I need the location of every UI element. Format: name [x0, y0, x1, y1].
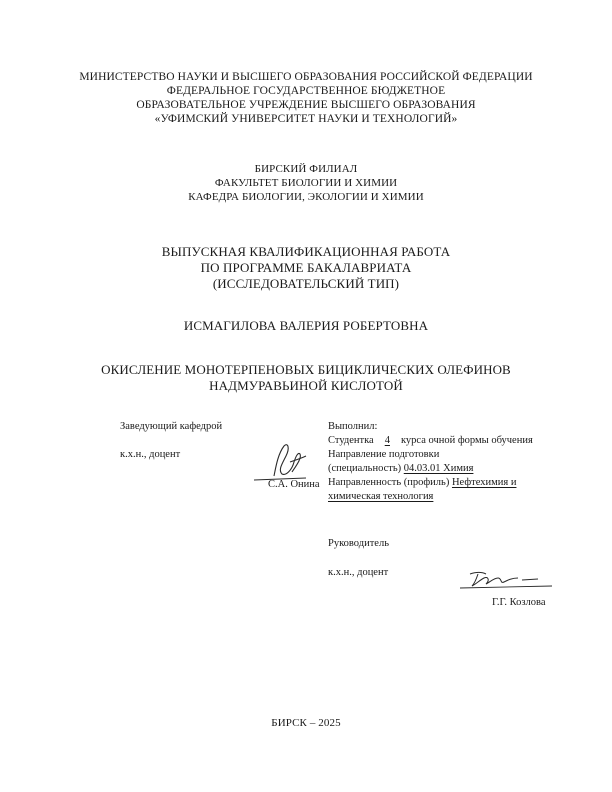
thesis-title-line-2: НАДМУРАВЬИНОЙ КИСЛОТОЙ [209, 378, 403, 393]
work-type-block [0, 244, 612, 292]
specialty-prefix: (специальность) [328, 463, 402, 474]
course-suffix: курса очной формы обучения [400, 435, 533, 446]
head-of-department-degree: к.х.н., доцент [120, 449, 181, 460]
branch-block [0, 162, 612, 204]
city-year: БИРСК – 2025 [271, 717, 341, 729]
profile-prefix: Направленность (профиль) [328, 477, 450, 488]
supervisor-degree: к.х.н., доцент [328, 567, 389, 578]
thesis-title-line-1: ОКИСЛЕНИЕ МОНОТЕРПЕНОВЫХ БИЦИКЛИЧЕСКИХ ОЛЕФИНОВ [101, 362, 511, 377]
profile-line [328, 476, 516, 489]
performer-course-line [328, 434, 533, 447]
profile-line-2 [328, 490, 433, 503]
profile-value-1: Нефтехимия и [451, 477, 517, 488]
author-name: ИСМАГИЛОВА ВАЛЕРИЯ РОБЕРТОВНА [183, 318, 429, 333]
supervisor-signature-image [456, 566, 556, 596]
head-of-department-name: С.А. Онина [268, 479, 320, 490]
header-line-3: ОБРАЗОВАТЕЛЬНОЕ УЧРЕЖДЕНИЕ ВЫСШЕГО ОБРАЗОВАНИЯ [136, 99, 476, 111]
supervisor-label: Руководитель [328, 538, 389, 549]
performer-label: Выполнил: [328, 421, 378, 432]
course-prefix: Студентка [328, 435, 374, 446]
header-line-4: «УФИМСКИЙ УНИВЕРСИТЕТ НАУКИ И ТЕХНОЛОГИЙ» [154, 113, 458, 125]
profile-value-2: химическая технология [328, 491, 434, 502]
specialty-line [328, 462, 473, 475]
work-type-line-2: ПО ПРОГРАММЕ БАКАЛАВРИАТА [200, 260, 412, 275]
branch-line-2: ФАКУЛЬТЕТ БИОЛОГИИ И ХИМИИ [214, 177, 398, 189]
supervisor-name: Г.Г. Козлова [492, 597, 546, 608]
ministry-header [0, 70, 612, 126]
footer [0, 716, 612, 730]
branch-line-1: БИРСКИЙ ФИЛИАЛ [254, 163, 358, 175]
work-type-line-3: (ИССЛЕДОВАТЕЛЬСКИЙ ТИП) [212, 276, 400, 291]
branch-line-3: КАФЕДРА БИОЛОГИИ, ЭКОЛОГИИ И ХИМИИ [188, 191, 424, 203]
work-type-line-1: ВЫПУСКНАЯ КВАЛИФИКАЦИОННАЯ РАБОТА [161, 244, 451, 259]
head-of-department-label: Заведующий кафедрой [120, 421, 223, 432]
header-line-1: МИНИСТЕРСТВО НАУКИ И ВЫСШЕГО ОБРАЗОВАНИЯ РОССИЙСКОЙ ФЕДЕРАЦИИ [79, 71, 533, 83]
direction-label: Направление подготовки [328, 449, 440, 460]
specialty-value: 04.03.01 Химия [403, 463, 474, 474]
header-line-2: ФЕДЕРАЛЬНОЕ ГОСУДАРСТВЕННОЕ БЮДЖЕТНОЕ [166, 85, 446, 97]
course-number: 4 [384, 435, 390, 446]
thesis-title [0, 362, 612, 394]
author-block [0, 318, 612, 334]
